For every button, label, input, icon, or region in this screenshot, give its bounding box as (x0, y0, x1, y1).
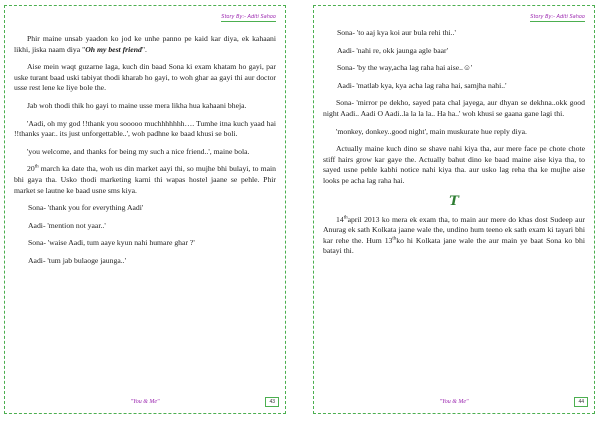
paragraph: Sona- 'mirror pe dekho, sayed pata chal jayega, aur dhyan se dekhna..okk good night Aadi.. Aadi O Aadi..la la la la.. Ha ha..' woh khusi se gaana gane lagi thi. (323, 98, 585, 118)
paragraph: 'you welcome, and thanks for being my such a nice friend..', maine bola. (27, 146, 250, 156)
date-suffix: th (392, 236, 397, 242)
paragraph: Jab woh thodi thik ho gayi to maine usse mera likha hua kahaani bheja. (27, 100, 247, 110)
date-day: 14 (336, 214, 344, 224)
paragraph: Actually maine kuch dino se shave nahi kiya tha, aur mere face pe chote chote stiff hairs grow kar gaye the. Actually bahut dino ke baad maine aise kiya tha, to sayed usne pehle kabhi notice nahi kiya tha. aur usko lag reha tha ke mujhe aise looks pe acha lag raha hai. (323, 144, 585, 185)
page-number: 44 (574, 397, 588, 407)
story-title: Oh my best friend (85, 44, 142, 54)
page-body (323, 28, 585, 257)
date-suffix: th (34, 164, 39, 170)
section-break-mark: T (449, 193, 459, 209)
dialog-line: Aadi- 'matlab kya, kya acha lag raha hai, samjha nahi..' (337, 80, 507, 90)
paragraph (323, 215, 585, 257)
paragraph: 'monkey, donkey..good night', main muskurate hue reply diya. (336, 126, 527, 136)
date-day: 20 (27, 164, 35, 174)
page-body (14, 34, 276, 267)
dialog-line: Aadi- 'mention not yaar..' (28, 220, 106, 230)
page-footer: "You & Me" (130, 399, 160, 405)
dialog-line: Aadi- 'nahi re, okk jaunga agle baar' (337, 45, 448, 55)
page-footer: "You & Me" (439, 399, 469, 405)
dialog-line: Sona- 'to aaj kya koi aur bula rehi thi..' (337, 28, 456, 37)
paragraph: 'Aadi, oh my god !!thank you sooooo muchhhhhhh…. Tumhe itna kuch yaad hai !!thanks yaar.. its just unforgettable..', woh padhne ke baad khusi se boli. (14, 118, 276, 139)
text-span: april 2013 ko mera ek exam tha, to main aur mere do khas dost Sudeep aur Anurag ek sath Kolkata jaane wale the, undino hum teeno ek sath exam ki tayari bhi kar rehe the. Hum 13 (323, 214, 585, 245)
dialog-line: Sona- 'thank you for everything Aadi' (28, 203, 144, 213)
paragraph (14, 34, 276, 55)
dialog-line: Aadi- 'tum jab bulaoge jaunga..' (28, 255, 126, 265)
page-number: 43 (265, 397, 279, 407)
text-span: march ka date tha, woh us din market aayi thi, so mujhe bhi bulayi, to main bhi gaya tha. Usko thodi marketing karni thi wapas hostel jaane se pehle. Phir market se lautne ke baad usne sms kiya. (14, 164, 276, 195)
text-span: ". (141, 44, 147, 54)
left-page (4, 5, 286, 414)
page-header: Story By:- Aditi Sahoo (221, 14, 276, 20)
paragraph: Aise mein waqt guzarne laga, kuch din baad Sona ki exam khatam ho gayi, par uske turant baad uski tabiyat thodi kharab ho gayi, to woh ghar aa gayi thi aur doctor usse rest lene ke liye bole the. (14, 62, 276, 93)
right-page (313, 5, 595, 414)
text-span: Phir maine unsab yaadon ko jod ke unhe panno pe kaid kar diya, ek kahaani likhi, jiska naam diya " (14, 34, 276, 54)
page-header: Story By:- Aditi Sahoo (530, 14, 585, 20)
dialog-line: Sona- 'waise Aadi, tum aaye kyun nahi humare ghar ?' (28, 238, 195, 248)
paragraph (14, 164, 276, 196)
date-suffix: th (343, 214, 348, 220)
text-span: ko hi Kolkata jane wale the aur main ye baat Sona ko bhi batayi thi. (323, 235, 586, 256)
dialog-line: Sona- 'by the way,acha lag raha hai aise..☺' (337, 63, 473, 73)
